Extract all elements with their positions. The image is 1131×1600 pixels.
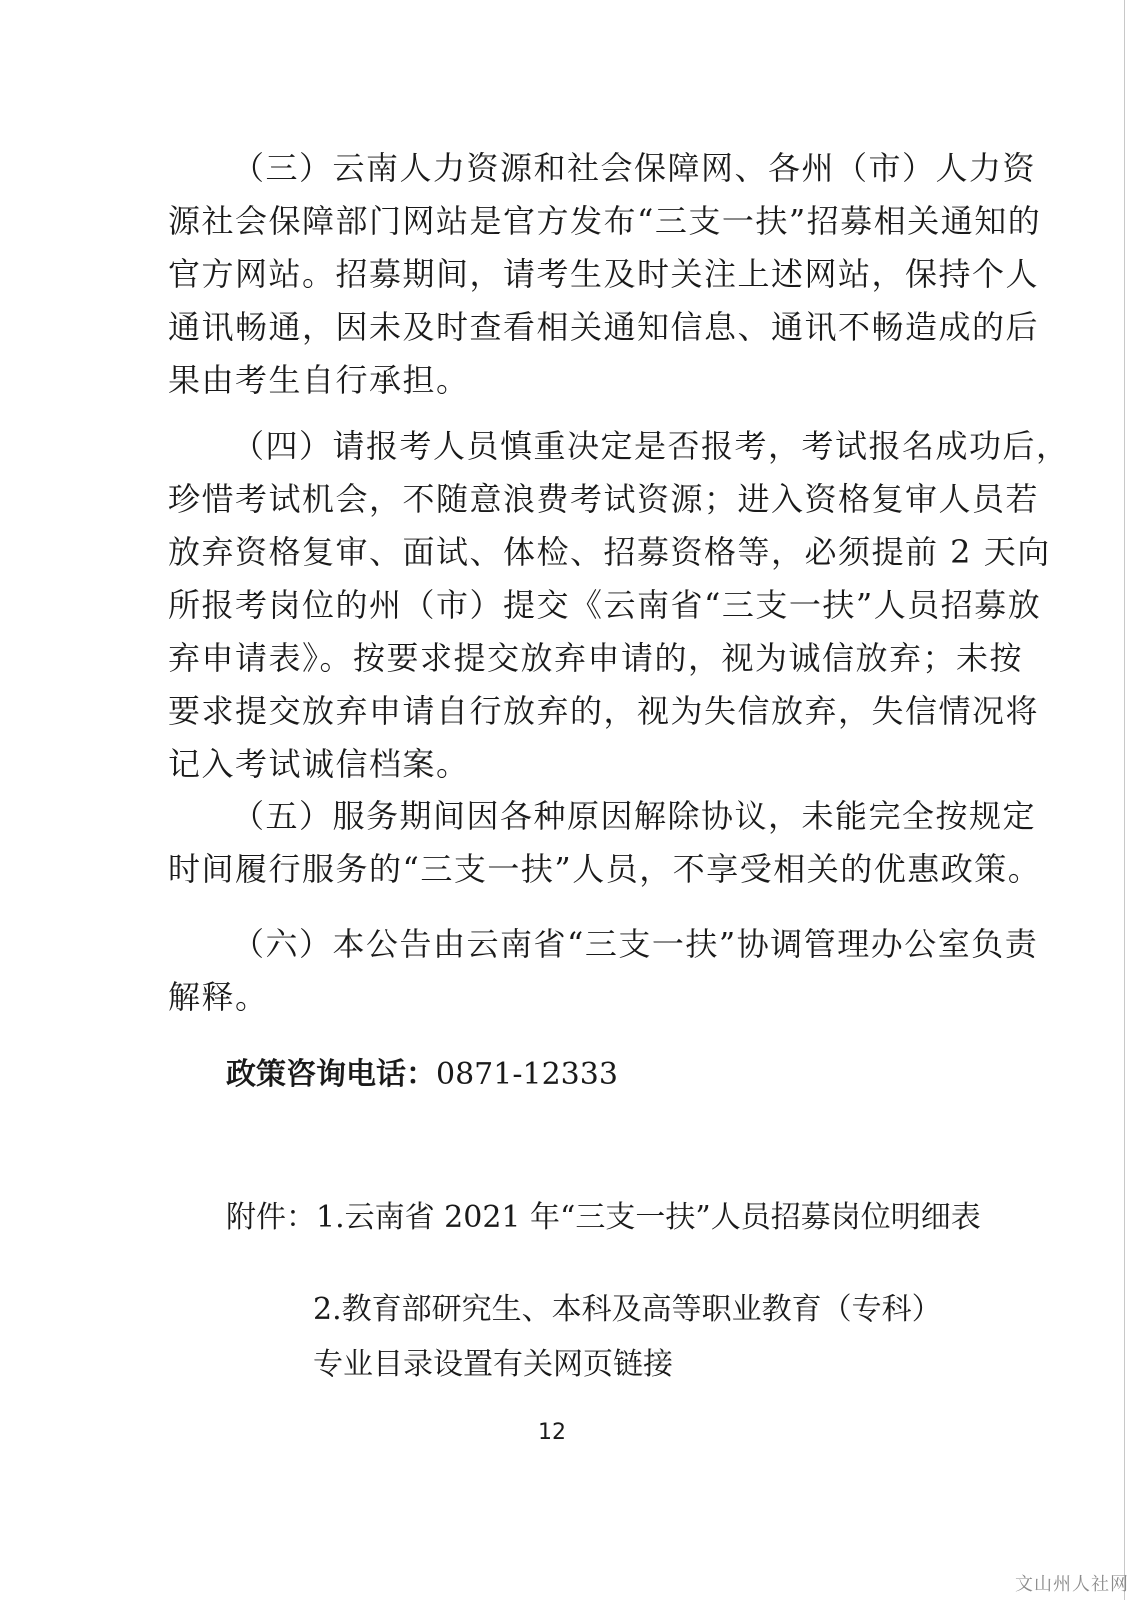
paragraph-item-4 (168, 420, 1070, 791)
paragraph-item-3 (168, 142, 1042, 407)
text-line: 果由考生自行承担。 (168, 361, 470, 399)
text-line: 弃申请表》。按要求提交放弃申请的，视为诚信放弃；未按 (168, 639, 1024, 677)
paragraph-item-5 (168, 790, 1042, 896)
text-line: 要求提交放弃申请自行放弃的，视为失信放弃，失信情况将 (168, 692, 1040, 730)
text-line: （三）云南人力资源和社会保障网、各州（市）人力资 (232, 149, 1037, 187)
text-line: （五）服务期间因各种原因解除协议，未能完全按规定 (232, 797, 1037, 835)
page-number: 12 (538, 1420, 566, 1445)
text-line: 通讯畅通，因未及时查看相关通知信息、通讯不畅造成的后 (168, 308, 1040, 346)
text-line: （六）本公告由云南省“三支一扶”协调管理办公室负责 (232, 925, 1039, 963)
attachment-2 (313, 1282, 942, 1392)
text-line: 时间履行服务的“三支一扶”人员，不享受相关的优惠政策。 (168, 850, 1042, 888)
attachments-label: 附件： (226, 1200, 316, 1235)
paragraph-item-6 (168, 918, 1039, 1024)
attachment-item: 2.教育部研究生、本科及高等职业教育（专科） (313, 1292, 942, 1327)
text-line: （四）请报考人员慎重决定是否报考，考试报名成功后， (232, 427, 1070, 465)
text-line: 官方网站。招募期间，请考生及时关注上述网站，保持个人 (168, 255, 1040, 293)
text-line: 源社会保障部门网站是官方发布“三支一扶”招募相关通知的 (168, 202, 1042, 240)
attachment-item: 1.云南省 2021 年“三支一扶”人员招募岗位明细表 (316, 1200, 981, 1235)
scan-edge-line (1124, 0, 1125, 1600)
watermark: 文山州人社网 (1015, 1574, 1129, 1595)
text-line: 记入考试诚信档案。 (168, 745, 470, 783)
attachment-1 (226, 1198, 981, 1238)
text-line: 珍惜考试机会，不随意浪费考试资源；进入资格复审人员若 (168, 480, 1040, 518)
hotline-number: 0871-12333 (436, 1057, 618, 1092)
text-line: 所报考岗位的州（市）提交《云南省“三支一扶”人员招募放 (168, 586, 1042, 624)
hotline-label: 政策咨询电话： (226, 1057, 436, 1092)
policy-hotline (226, 1055, 618, 1095)
attachment-item-continued: 专业目录设置有关网页链接 (313, 1347, 673, 1382)
text-line: 放弃资格复审、面试、体检、招募资格等，必须提前 2 天向 (168, 533, 1051, 571)
text-line: 解释。 (168, 978, 269, 1016)
